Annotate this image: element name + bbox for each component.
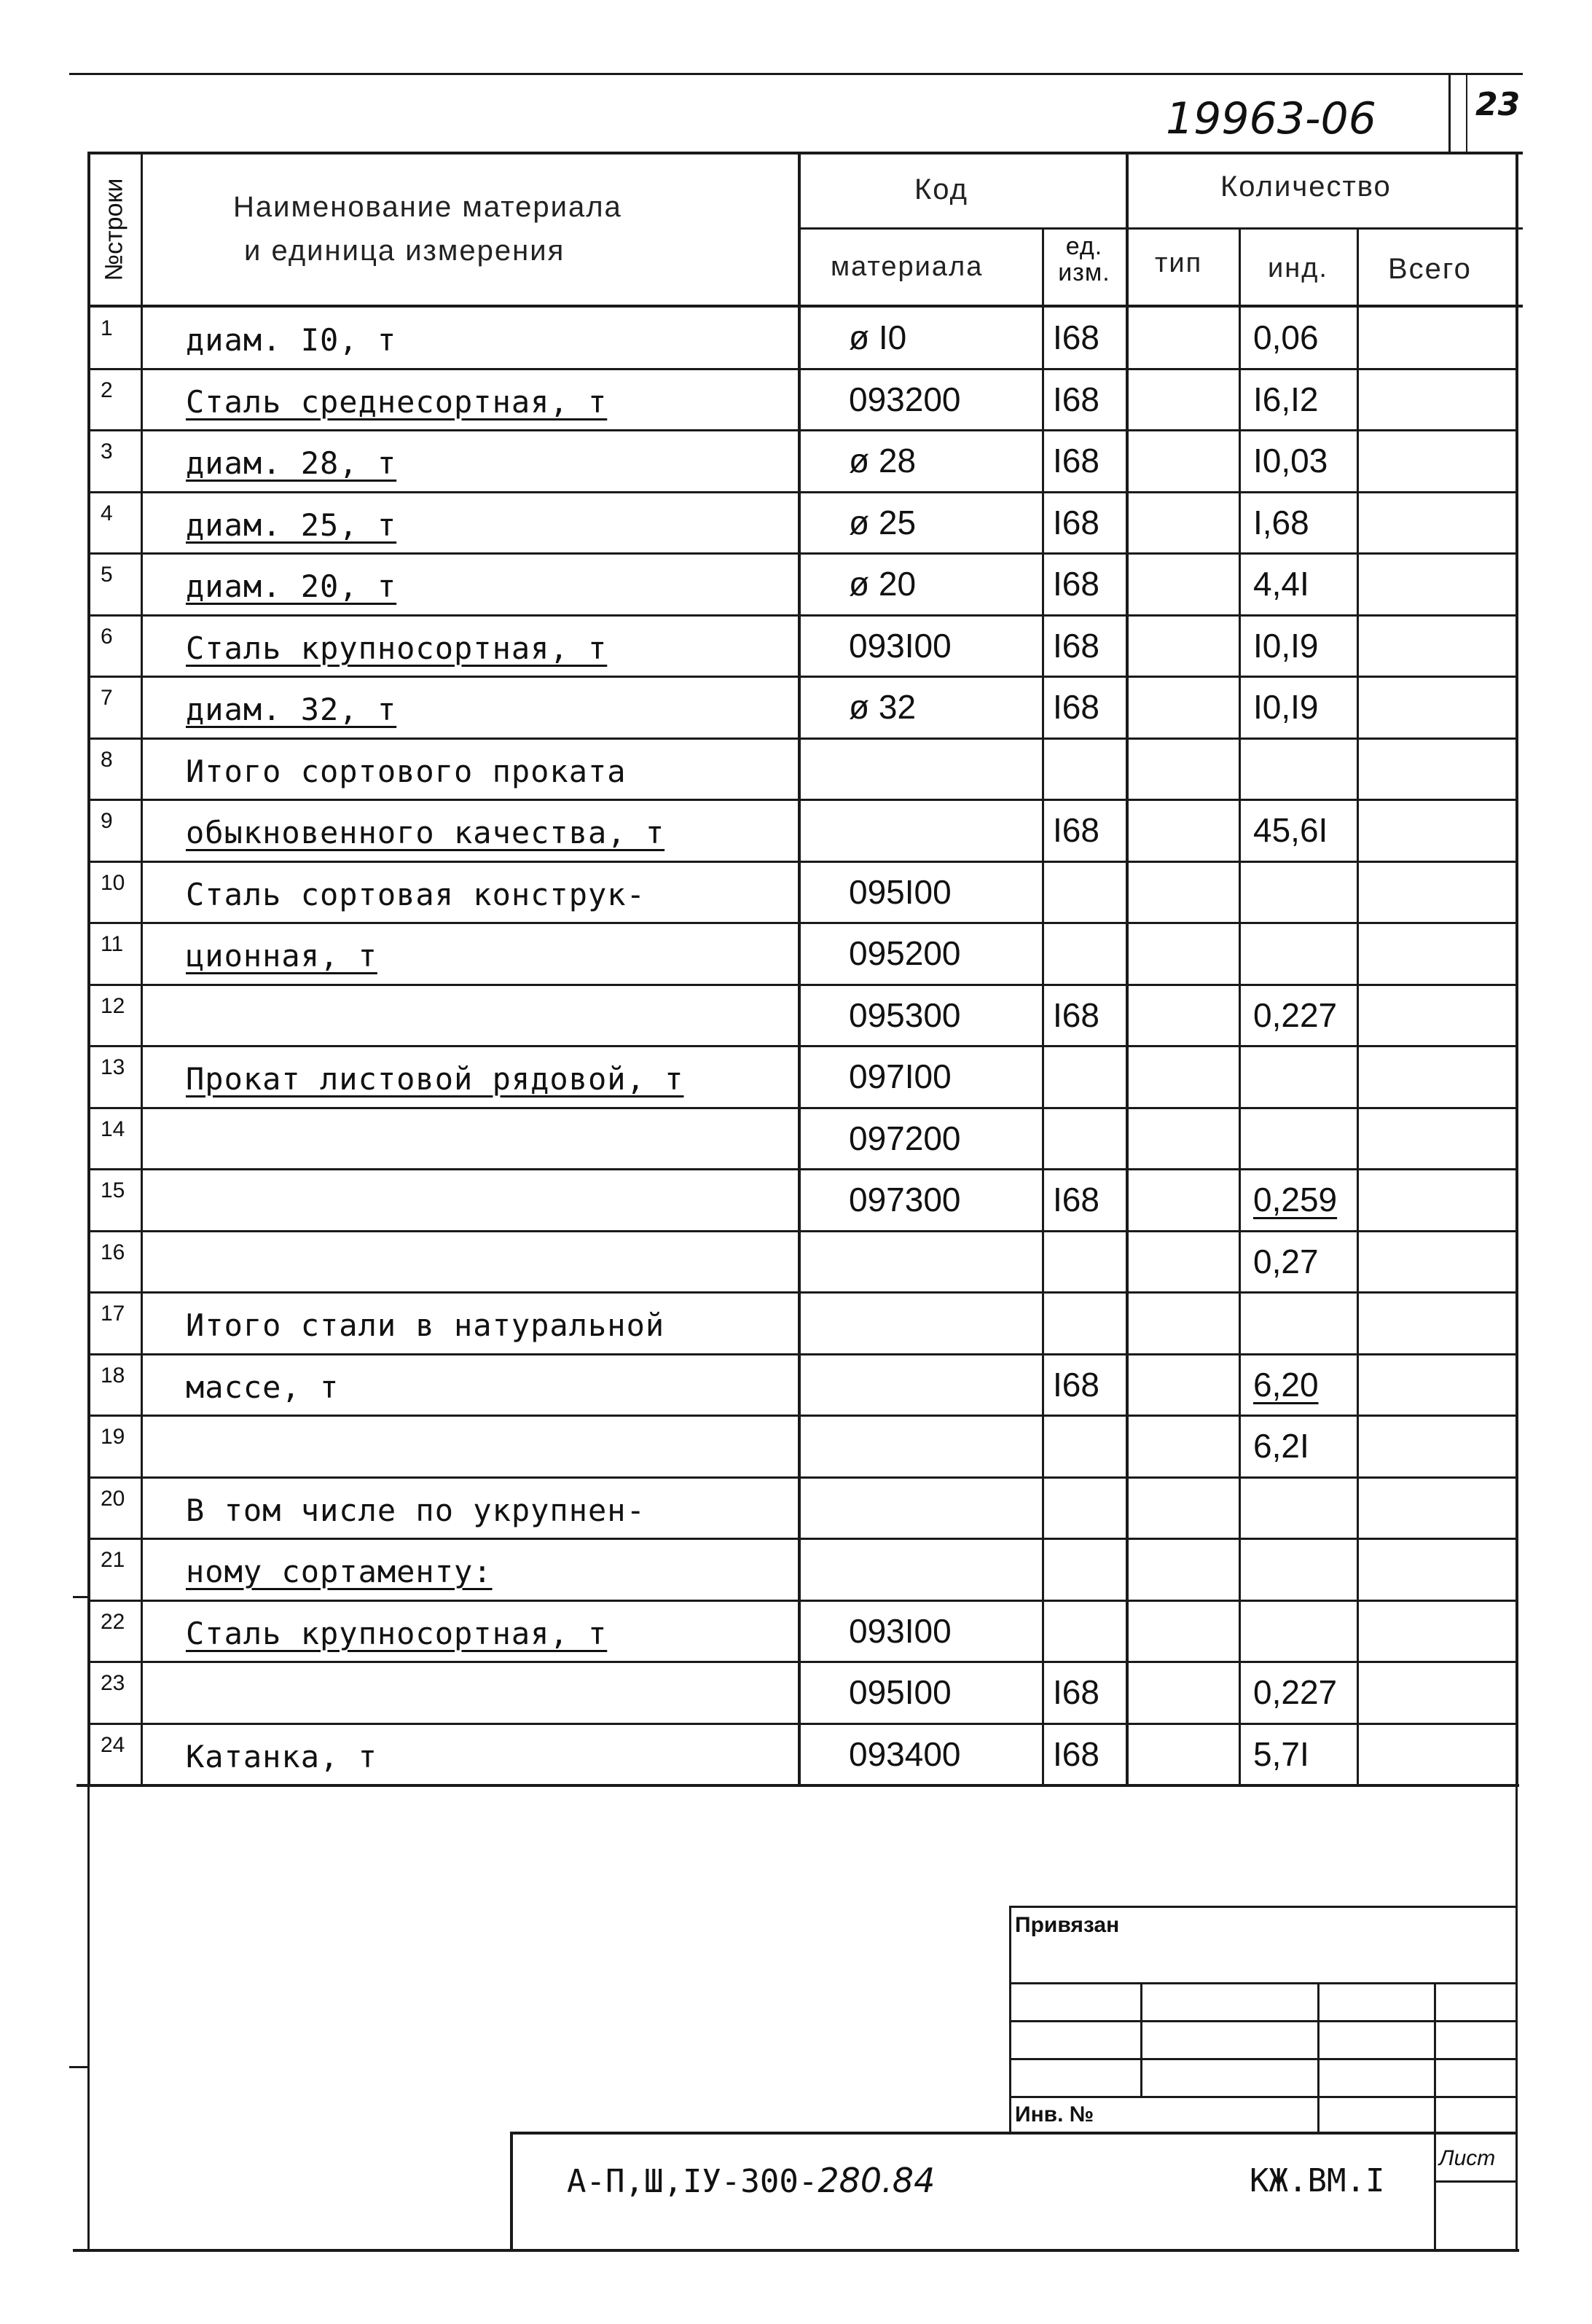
row-number: 3 (101, 439, 113, 463)
row-number: 21 (101, 1548, 125, 1572)
row-line (87, 922, 1517, 924)
row-unit: I68 (1053, 996, 1099, 1034)
row-ind: 4,4I (1253, 565, 1309, 603)
row-name: диам. 32, т (186, 692, 397, 727)
row-line (87, 368, 1517, 370)
row-name: диам. 20, т (186, 568, 397, 604)
row-ind: 6,2I (1253, 1427, 1309, 1465)
row-number: 18 (101, 1364, 125, 1388)
row-ind: I0,I9 (1253, 688, 1319, 726)
row-line (87, 1415, 1517, 1417)
row-line (87, 1107, 1517, 1109)
row-line (87, 1661, 1517, 1663)
header-bottom-line (87, 305, 1523, 308)
row-code: 097200 (849, 1119, 961, 1157)
sheet-cell-mid (1434, 2180, 1518, 2183)
row-number: 14 (101, 1117, 125, 1141)
type-divider (1239, 227, 1241, 1784)
row-number: 5 (101, 563, 113, 587)
code-qty-subheader-line (798, 227, 1523, 230)
row-line (87, 984, 1517, 986)
row-unit: I68 (1053, 1181, 1099, 1218)
row-number: 17 (101, 1302, 125, 1326)
row-number: 22 (101, 1610, 125, 1634)
linked-col-2 (1317, 1982, 1320, 2132)
row-line (87, 676, 1517, 678)
linked-row-2 (1009, 2020, 1518, 2022)
title-left (510, 2132, 513, 2250)
row-name: ционная, т (186, 938, 377, 974)
project-code-printed: А-П,Ш,IУ-300- (567, 2163, 818, 2200)
frame-bottom (73, 2249, 1519, 2252)
row-line (87, 552, 1517, 555)
row-line (87, 429, 1517, 431)
row-unit: I68 (1053, 380, 1099, 418)
margin-tick-1 (73, 1596, 89, 1598)
row-ind: 0,06 (1253, 318, 1319, 356)
row-name: Сталь крупносортная, т (186, 1616, 608, 1651)
row-ind: I,68 (1253, 504, 1309, 541)
sheet-box-left-thin (1466, 73, 1467, 152)
row-code: 093I00 (849, 1612, 952, 1650)
ind-divider (1357, 227, 1359, 1784)
margin-tick-2 (69, 2066, 87, 2068)
row-name: диам. I0, т (186, 322, 397, 358)
row-line (87, 799, 1517, 801)
sheet-number: 23 (1475, 86, 1521, 123)
row-number: 10 (101, 871, 125, 895)
row-code: 095I00 (849, 1673, 952, 1711)
inv-number-label: Инв. № (1015, 2102, 1094, 2127)
sheet-cell-left (1434, 2132, 1436, 2250)
row-unit: I68 (1053, 565, 1099, 603)
sheet-label: Лист (1439, 2146, 1496, 2170)
row-number: 6 (101, 625, 113, 649)
row-code: ø I0 (849, 318, 907, 356)
row-ind: I6,I2 (1253, 380, 1319, 418)
row-ind: 45,6I (1253, 811, 1328, 849)
row-line (87, 1230, 1517, 1232)
row-code: 095300 (849, 996, 961, 1034)
row-line (87, 861, 1517, 863)
row-name: Сталь сортовая конструк- (186, 877, 646, 912)
header-type: тип (1155, 248, 1203, 278)
row-name: обыкновенного качества, т (186, 815, 665, 850)
top-rule (69, 73, 1523, 75)
linked-label: Привязан (1015, 1913, 1120, 1937)
row-name: Сталь крупносортная, т (186, 630, 608, 666)
project-code (567, 2161, 935, 2200)
row-unit: I68 (1053, 1735, 1099, 1773)
row-number: 19 (101, 1425, 125, 1449)
row-name: диам. 28, т (186, 445, 397, 481)
row-unit: I68 (1053, 811, 1099, 849)
row-ind: 0,227 (1253, 996, 1338, 1034)
header-ind: инд. (1268, 253, 1328, 283)
row-ind: I0,03 (1253, 442, 1328, 480)
header-code: Код (914, 173, 969, 206)
header-total: Всего (1388, 253, 1472, 285)
row-line (87, 614, 1517, 617)
row-line (87, 1600, 1517, 1602)
row-number: 20 (101, 1487, 125, 1511)
row-unit: I68 (1053, 1366, 1099, 1404)
row-name: Катанка, т (186, 1739, 377, 1775)
row-line (87, 1168, 1517, 1170)
row-ind: 5,7I (1253, 1735, 1309, 1773)
row-line (87, 1353, 1517, 1355)
table-bottom-line (77, 1784, 1519, 1787)
drawing-code: КЖ.ВМ.I (1250, 2162, 1385, 2199)
material-divider (1042, 227, 1044, 1784)
frame-left (87, 1784, 90, 2250)
row-name: Сталь среднесортная, т (186, 384, 608, 420)
row-code: ø 20 (849, 565, 917, 603)
row-code: 095200 (849, 934, 961, 972)
header-name-line1: Наименование материала (233, 191, 622, 223)
linked-row-1 (1009, 1982, 1518, 1984)
row-code: ø 32 (849, 688, 917, 726)
row-code: 093200 (849, 380, 961, 418)
linked-col-1 (1140, 1982, 1142, 2096)
row-number: 7 (101, 686, 113, 710)
row-code: 095I00 (849, 873, 952, 911)
header-quantity: Количество (1220, 171, 1392, 203)
row-number: 11 (101, 932, 124, 956)
row-line (87, 738, 1517, 740)
row-unit: I68 (1053, 442, 1099, 480)
row-name: В том числе по укрупнен- (186, 1492, 646, 1528)
row-unit: I68 (1053, 318, 1099, 356)
row-name: Прокат листовой рядовой, т (186, 1061, 684, 1097)
header-material: материала (831, 251, 984, 282)
row-number: 2 (101, 378, 113, 402)
sheet-box-left (1448, 73, 1451, 152)
header-unit: ед. изм. (1058, 232, 1110, 286)
row-unit: I68 (1053, 1673, 1099, 1711)
row-ind: I0,I9 (1253, 627, 1319, 665)
row-code: 093I00 (849, 627, 952, 665)
row-ind: 0,259 (1253, 1181, 1338, 1218)
row-number: 24 (101, 1733, 125, 1757)
row-ind: 0,227 (1253, 1673, 1338, 1711)
header-row-number: №строки (100, 178, 128, 281)
row-number: 23 (101, 1671, 125, 1695)
row-line (87, 1538, 1517, 1540)
row-number: 9 (101, 809, 113, 833)
row-unit: I68 (1053, 627, 1099, 665)
linked-row-3 (1009, 2058, 1518, 2060)
row-number: 1 (101, 316, 113, 340)
row-line (87, 1476, 1517, 1479)
row-number: 15 (101, 1178, 125, 1202)
row-number: 4 (101, 501, 113, 525)
row-line (87, 1045, 1517, 1047)
linked-row-4 (1009, 2096, 1518, 2098)
row-name: ному сортаменту: (186, 1554, 493, 1589)
row-number: 12 (101, 994, 125, 1018)
row-code: 097I00 (849, 1057, 952, 1095)
row-unit: I68 (1053, 688, 1099, 726)
row-line (87, 491, 1517, 493)
row-name: Итого стали в натуральной (186, 1307, 665, 1343)
row-line (87, 1723, 1517, 1725)
linked-col-3 (1434, 1982, 1436, 2132)
row-name: массе, т (186, 1369, 340, 1405)
row-code: ø 25 (849, 504, 917, 541)
linked-top (1009, 1906, 1518, 1908)
row-number: 16 (101, 1240, 125, 1264)
header-name-line2: и единица измерения (244, 235, 565, 267)
row-code: 093400 (849, 1735, 961, 1773)
row-number: 8 (101, 748, 113, 772)
table-top-line (87, 152, 1523, 154)
doc-number: 19963-06 (1166, 93, 1376, 144)
row-code: ø 28 (849, 442, 917, 480)
row-name: диам. 25, т (186, 507, 397, 543)
row-code: 097300 (849, 1181, 961, 1218)
row-ind: 6,20 (1253, 1366, 1319, 1404)
row-line (87, 1291, 1517, 1294)
project-code-handwritten: 280.84 (817, 2161, 936, 2200)
row-ind: 0,27 (1253, 1243, 1319, 1280)
row-number: 13 (101, 1055, 125, 1079)
row-unit: I68 (1053, 504, 1099, 541)
title-top (510, 2132, 1518, 2135)
row-name: Итого сортового проката (186, 754, 627, 789)
